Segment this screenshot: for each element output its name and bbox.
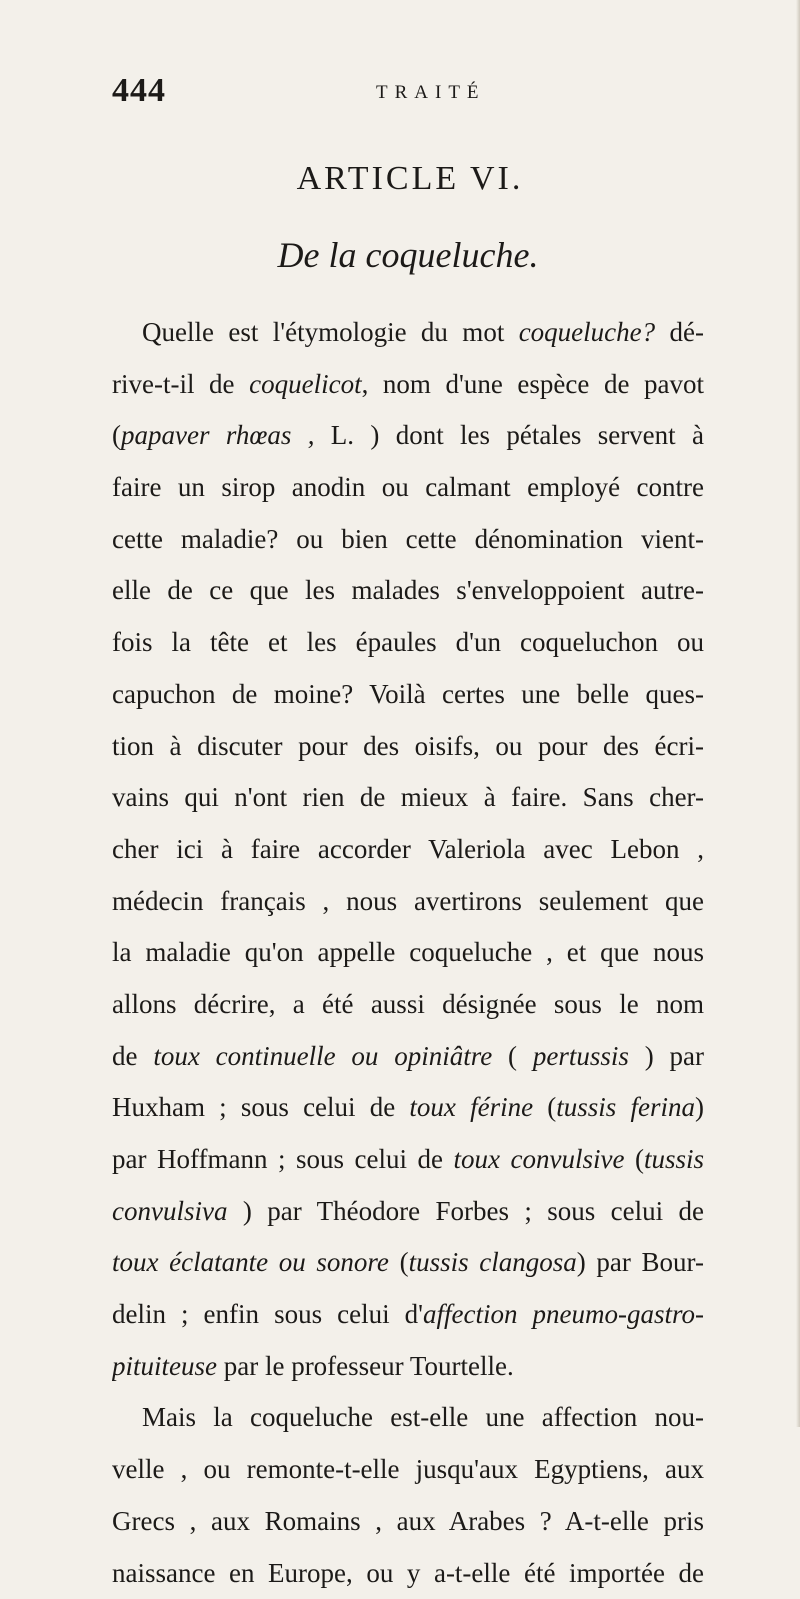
text-line <box>112 927 704 979</box>
text-fragment: ) par Théodore Forbes ; sous celui de <box>227 1196 704 1226</box>
text-line <box>112 307 704 359</box>
running-head: TRAITÉ <box>376 82 486 104</box>
text-line <box>112 1186 704 1238</box>
text-fragment: elle de ce que les malades s'enveloppoient autre- <box>112 575 704 605</box>
article-title: ARTICLE VI. <box>10 160 800 198</box>
text-fragment: ( <box>389 1247 409 1277</box>
text-fragment: par Hoffmann ; sous celui de <box>112 1144 454 1174</box>
text-line <box>112 565 704 617</box>
italic-text: pertussis <box>533 1041 629 1071</box>
text-line <box>112 1392 704 1444</box>
text-fragment: delin ; enfin sous celui d' <box>112 1299 423 1329</box>
text-fragment: de <box>112 1041 153 1071</box>
text-fragment: fois la tête et les épaules d'un coqueluchon ou <box>112 627 704 657</box>
italic-text: toux convulsive <box>454 1144 625 1174</box>
text-fragment: capuchon de moine? Voilà certes une belle ques- <box>112 679 704 709</box>
text-fragment: ( <box>492 1041 533 1071</box>
text-line <box>112 410 704 462</box>
text-fragment: cher ici à faire accorder Valeriola avec Lebon , <box>112 834 704 864</box>
text-line <box>112 979 704 1031</box>
text-line <box>112 359 704 411</box>
text-fragment: la maladie qu'on appelle coqueluche , et que nous <box>112 937 704 967</box>
italic-text: coqueluche? <box>519 317 655 347</box>
italic-text: toux éclatante ou sonore <box>112 1247 389 1277</box>
text-fragment: rive-t-il de <box>112 369 249 399</box>
text-fragment: Quelle est l'étymologie du mot <box>142 317 519 347</box>
text-fragment: ) par <box>629 1041 704 1071</box>
text-fragment: ) <box>695 1092 704 1122</box>
text-line <box>112 1237 704 1289</box>
text-fragment: tion à discuter pour des oisifs, ou pour des écri- <box>112 731 704 761</box>
text-fragment: vains qui n'ont rien de mieux à faire. Sans cher- <box>112 782 704 812</box>
text-fragment: , nom d'une espèce de pavot <box>362 369 704 399</box>
italic-text: toux férine <box>409 1092 533 1122</box>
text-line <box>112 1082 704 1134</box>
italic-text: pituiteuse <box>112 1351 217 1381</box>
text-line <box>112 669 704 721</box>
text-fragment: ( <box>533 1092 556 1122</box>
text-fragment: ( <box>624 1144 644 1174</box>
text-fragment: par le professeur Tourtelle. <box>217 1351 514 1381</box>
text-line <box>112 1289 704 1341</box>
text-line <box>112 772 704 824</box>
text-fragment: faire un sirop anodin ou calmant employé contre <box>112 472 704 502</box>
italic-text: tussis clangosa <box>409 1247 577 1277</box>
text-line <box>112 1496 704 1548</box>
italic-text: toux continuelle ou opiniâtre <box>153 1041 492 1071</box>
text-fragment: médecin français , nous avertirons seulement que <box>112 886 704 916</box>
page-header <box>0 62 800 112</box>
italic-text: affection pneumo-gastro- <box>423 1299 704 1329</box>
text-fragment: naissance en Europe, ou y a-t-elle été importée de <box>112 1558 704 1588</box>
text-line <box>112 1548 704 1599</box>
italic-text: convulsiva <box>112 1196 227 1226</box>
text-line <box>112 1444 704 1496</box>
page-edge-shadow <box>796 0 800 1427</box>
section-title: De la coqueluche. <box>8 234 800 276</box>
italic-text: tussis ferina <box>556 1092 695 1122</box>
text-fragment: Grecs , aux Romains , aux Arabes ? A-t-elle pris <box>112 1506 704 1536</box>
text-fragment: ( <box>112 420 121 450</box>
text-fragment: dé- <box>655 317 704 347</box>
italic-text: papaver rhœas , <box>121 420 331 450</box>
text-line <box>112 824 704 876</box>
italic-text: tussis <box>644 1144 704 1174</box>
text-line <box>112 721 704 773</box>
text-fragment: cette maladie? ou bien cette dénomination vient- <box>112 524 704 554</box>
text-fragment: velle , ou remonte-t-elle jusqu'aux Egyptiens, aux <box>112 1454 704 1484</box>
text-line <box>112 876 704 928</box>
text-line <box>112 1031 704 1083</box>
text-fragment: Mais la coqueluche est-elle une affection nou- <box>142 1402 704 1432</box>
text-line <box>112 462 704 514</box>
page-number: 444 <box>112 72 166 110</box>
text-line <box>112 514 704 566</box>
text-fragment: Huxham ; sous celui de <box>112 1092 409 1122</box>
text-fragment: L. ) dont les pétales servent à <box>331 420 704 450</box>
text-fragment: allons décrire, a été aussi désignée sous le nom <box>112 989 704 1019</box>
text-fragment: ) par Bour- <box>577 1247 704 1277</box>
text-line <box>112 1134 704 1186</box>
text-line <box>112 1341 704 1393</box>
text-line <box>112 617 704 669</box>
italic-text: coquelicot <box>249 369 361 399</box>
body-text <box>112 307 704 1599</box>
